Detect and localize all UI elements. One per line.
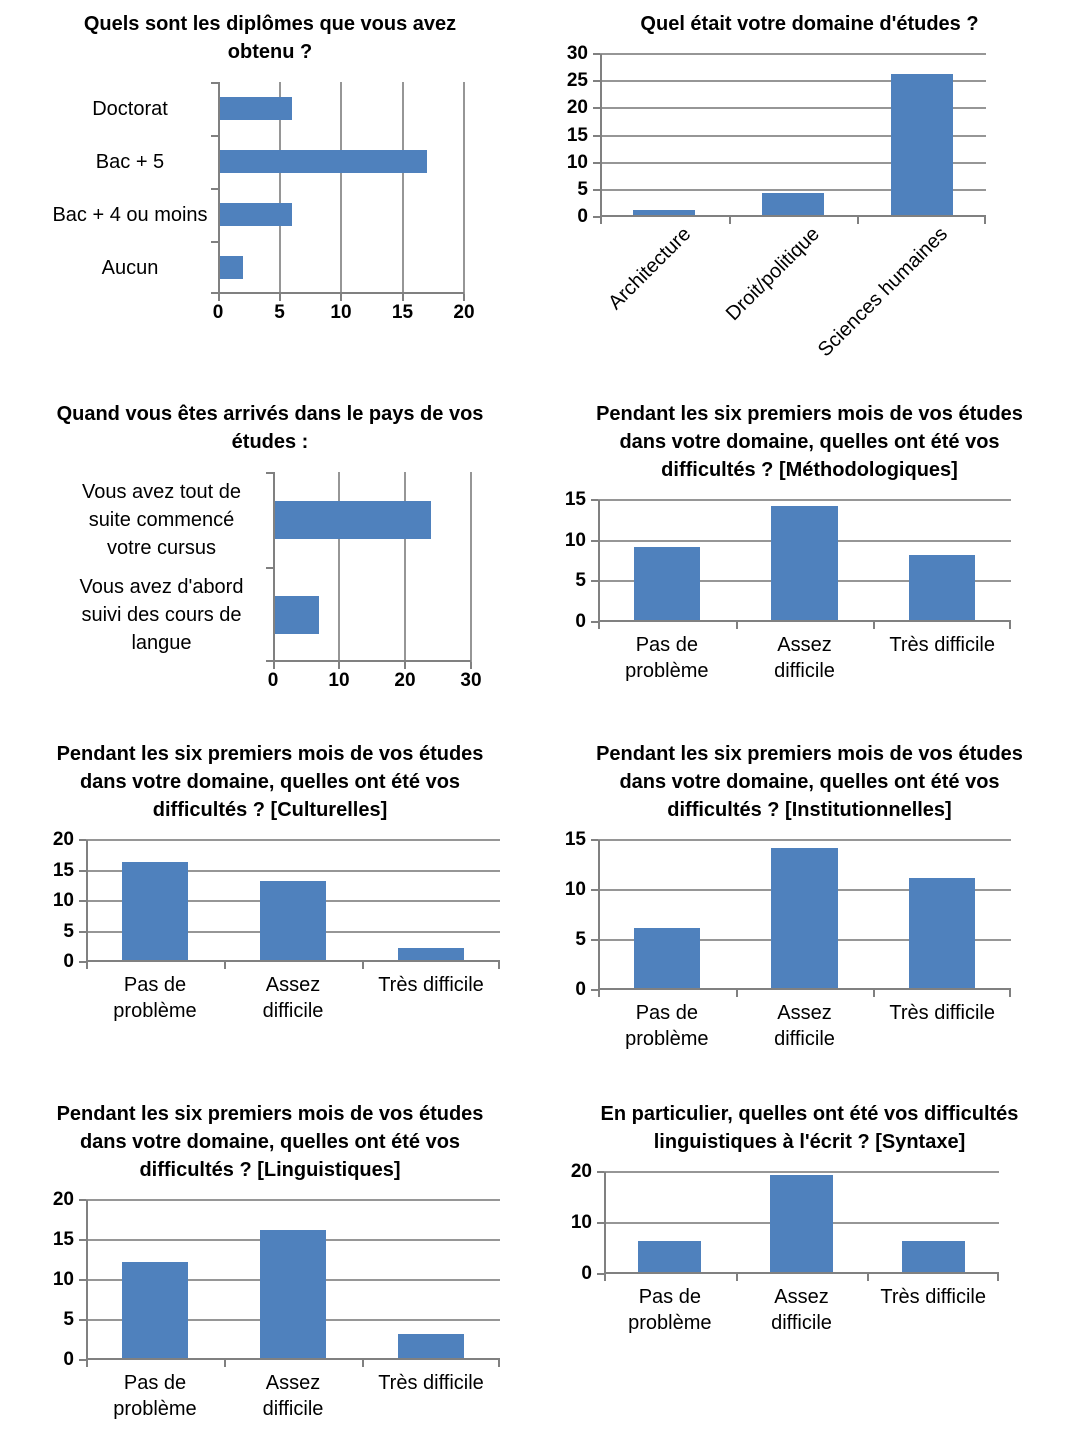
tick-label: 15 <box>566 124 588 146</box>
bar <box>770 1175 833 1272</box>
tick-mark <box>1009 622 1011 629</box>
category-label: Assez difficile <box>771 1286 832 1334</box>
tick-mark <box>266 472 273 474</box>
category-label: Assez difficile <box>262 974 324 1022</box>
tick-mark <box>224 962 226 969</box>
category-label-slot <box>86 972 224 1024</box>
tick-mark <box>79 1279 86 1281</box>
tick-mark <box>86 1360 88 1367</box>
category-label: Très difficile <box>889 1002 995 1024</box>
chart-cell-arrivee-pays-etudes <box>0 390 540 730</box>
tick-mark <box>470 662 472 669</box>
value-axis-labels <box>16 1189 86 1370</box>
bar <box>220 256 243 278</box>
chart-row <box>50 472 540 696</box>
chart-plot <box>554 489 1079 684</box>
tick-label: 0 <box>575 611 586 632</box>
tick-mark <box>86 962 88 969</box>
category-label: Très difficile <box>889 634 995 656</box>
tick-mark <box>362 962 364 969</box>
category-label: Vous avez d'abord suivi des cours de langue <box>79 575 244 654</box>
tick-mark <box>498 1360 500 1367</box>
plot-column <box>212 82 475 328</box>
tick-mark <box>402 294 404 301</box>
category-label: Très difficile <box>378 1372 484 1394</box>
tick-label: 0 <box>575 979 586 1000</box>
tick-mark <box>591 839 598 841</box>
chart-title: Quel était votre domaine d'études ? <box>640 13 979 35</box>
y-axis-line <box>86 840 88 962</box>
y-axis-line <box>600 54 602 217</box>
category-label: Assez difficile <box>774 1002 835 1050</box>
tick-mark <box>273 662 275 669</box>
x-axis-line <box>604 1272 999 1274</box>
tick-mark <box>1009 990 1011 997</box>
tick-mark <box>591 621 598 623</box>
plot-area <box>604 1172 999 1274</box>
category-label-slot <box>42 82 218 135</box>
category-label-slot <box>736 1284 868 1336</box>
chart-plot <box>16 829 540 1024</box>
y-axis-line <box>598 840 600 990</box>
tick-label: 20 <box>453 302 475 323</box>
tick-label: 5 <box>274 302 285 323</box>
tick-mark <box>591 889 598 891</box>
tick-mark <box>211 82 218 84</box>
category-label: Bac + 4 ou moins <box>52 203 208 226</box>
plot-area <box>218 82 464 294</box>
tick-mark <box>338 662 340 669</box>
chart-row <box>560 1161 1079 1284</box>
x-axis-line <box>273 660 471 662</box>
chart-title: En particulier, quelles ont été vos difficultés linguistiques à l'écrit ? [Syntaxe] <box>600 1103 1019 1153</box>
tick-label: 5 <box>63 920 74 942</box>
chart-title: Quels sont les diplômes que vous avez obtenu ? <box>83 13 457 63</box>
tick-label: 0 <box>63 951 74 972</box>
value-axis-labels <box>554 829 598 1000</box>
plot-area <box>86 1200 500 1360</box>
chart-row <box>554 489 1079 632</box>
tick-mark <box>79 1199 86 1201</box>
tick-mark <box>593 107 600 109</box>
tick-mark <box>79 961 86 963</box>
tick-label: 30 <box>460 670 482 691</box>
tick-mark <box>591 580 598 582</box>
tick-label: 5 <box>577 178 588 200</box>
gridline <box>600 53 986 55</box>
category-label-slot <box>598 632 736 684</box>
tick-mark <box>867 1274 869 1281</box>
tick-mark <box>218 294 220 301</box>
x-axis-line <box>598 988 1011 990</box>
tick-mark <box>593 162 600 164</box>
plot-column <box>267 472 482 696</box>
bar <box>220 150 427 172</box>
tick-label: 15 <box>52 859 74 881</box>
tick-mark <box>79 870 86 872</box>
category-label: Bac + 5 <box>95 150 165 173</box>
category-label: Assez difficile <box>262 1372 324 1420</box>
chart-title: Pendant les six premiers mois de vos études dans votre domaine, quelles ont été vos difficultés ? [Méthodologiques] <box>596 403 1023 481</box>
tick-mark <box>266 567 273 569</box>
chart-plot <box>556 43 1079 375</box>
tick-label: 15 <box>52 1229 74 1250</box>
tick-label: 25 <box>566 70 588 92</box>
category-label: Vous avez tout de suite commencé votre cursus <box>81 480 241 559</box>
category-label: Droit/politique <box>721 223 824 326</box>
category-label: Assez difficile <box>774 634 835 682</box>
tick-mark <box>266 660 273 662</box>
bar <box>275 596 319 634</box>
category-label-slot <box>362 972 500 1024</box>
value-axis-labels <box>267 670 482 696</box>
tick-label: 10 <box>564 529 586 551</box>
tick-mark <box>604 1274 606 1281</box>
chart-row <box>42 82 540 328</box>
tick-label: 0 <box>581 1263 592 1284</box>
bar <box>634 547 700 620</box>
tick-mark <box>591 989 598 991</box>
chart-row <box>16 829 540 972</box>
tick-mark <box>79 1359 86 1361</box>
y-axis-line <box>604 1172 606 1274</box>
gridline <box>604 1171 999 1173</box>
category-label: Pas de problème <box>625 1002 709 1050</box>
bar <box>634 928 700 988</box>
category-label-slot <box>42 241 218 294</box>
tick-mark <box>593 53 600 55</box>
tick-label: 10 <box>328 670 350 691</box>
tick-mark <box>736 622 738 629</box>
gridline <box>86 839 500 841</box>
tick-mark <box>224 1360 226 1367</box>
plot-area <box>273 472 471 662</box>
tick-mark <box>597 1171 604 1173</box>
tick-mark <box>593 80 600 82</box>
chart-cell-domaine-etudes <box>540 0 1079 390</box>
tick-label: 0 <box>63 1349 74 1370</box>
chart-plot <box>50 472 540 696</box>
gridline <box>463 82 465 294</box>
tick-mark <box>591 499 598 501</box>
tick-mark <box>873 622 875 629</box>
x-axis-line <box>86 960 500 962</box>
category-axis-labels <box>86 1370 500 1422</box>
x-axis-line <box>218 292 464 294</box>
tick-label: 30 <box>566 43 588 64</box>
bar <box>260 881 326 960</box>
chart-cell-difficultes-culturelles <box>0 730 540 1090</box>
bar <box>275 501 431 539</box>
value-axis-labels <box>554 489 598 632</box>
category-label: Aucun <box>101 256 159 279</box>
tick-mark <box>591 939 598 941</box>
tick-mark <box>79 1319 86 1321</box>
bar <box>122 862 188 960</box>
chart-row <box>16 1189 540 1370</box>
value-axis-labels <box>212 302 475 328</box>
tick-mark <box>404 662 406 669</box>
tick-label: 20 <box>52 1189 74 1210</box>
gridline <box>86 1199 500 1201</box>
category-label-slot <box>873 1000 1011 1052</box>
tick-label: 10 <box>564 879 586 900</box>
category-label: Doctorat <box>92 97 168 120</box>
category-label-slot <box>362 1370 500 1422</box>
bar <box>398 1334 464 1358</box>
tick-mark <box>79 931 86 933</box>
category-label-slot <box>224 972 362 1024</box>
tick-label: 20 <box>570 1161 592 1182</box>
bar <box>909 555 975 620</box>
chart-cell-difficultes-institutionnelles <box>540 730 1079 1090</box>
tick-label: 15 <box>564 829 586 850</box>
category-label: Très difficile <box>378 974 484 996</box>
plot-area <box>598 840 1011 990</box>
chart-plot <box>42 82 540 328</box>
bar <box>398 948 464 960</box>
tick-mark <box>597 1273 604 1275</box>
category-axis-labels <box>598 1000 1011 1052</box>
bar <box>891 74 953 215</box>
category-axis-labels <box>600 217 986 375</box>
tick-mark <box>597 1222 604 1224</box>
bar <box>771 848 837 988</box>
plot-area <box>600 54 986 217</box>
y-axis-line <box>598 500 600 622</box>
tick-mark <box>593 189 600 191</box>
tick-label: 15 <box>391 302 414 323</box>
chart-cell-difficultes-linguistiques <box>0 1090 540 1451</box>
tick-mark <box>211 292 218 294</box>
chart-plot <box>16 1189 540 1422</box>
category-axis-labels <box>604 1284 999 1336</box>
category-label-slot <box>873 632 1011 684</box>
bar <box>260 1230 326 1358</box>
tick-mark <box>498 962 500 969</box>
category-label: Pas de problème <box>113 974 197 1022</box>
tick-label: 20 <box>52 829 74 850</box>
value-axis-labels <box>16 829 86 972</box>
category-axis-labels <box>50 472 273 662</box>
category-label-slot <box>86 1370 224 1422</box>
category-axis-labels <box>42 82 218 294</box>
category-label-slot <box>604 1284 736 1336</box>
chart-title: Pendant les six premiers mois de vos études dans votre domaine, quelles ont été vos difficultés ? [Institutionnelles] <box>596 743 1023 821</box>
gridline <box>402 82 404 294</box>
chart-plot <box>560 1161 1079 1336</box>
tick-label: 20 <box>566 97 588 119</box>
bar <box>122 1262 188 1358</box>
tick-label: 10 <box>566 151 588 173</box>
tick-mark <box>79 1239 86 1241</box>
category-label-slot <box>736 1000 874 1052</box>
category-label-slot <box>50 472 273 567</box>
tick-mark <box>279 294 281 301</box>
tick-label: 10 <box>52 1269 74 1290</box>
chart-cell-difficultes-ecrit-syntaxe <box>540 1090 1079 1451</box>
tick-label: 5 <box>63 1309 74 1330</box>
tick-label: 5 <box>575 929 586 950</box>
tick-mark <box>211 135 218 137</box>
bar <box>220 203 292 225</box>
bar <box>762 193 824 215</box>
tick-mark <box>997 1274 999 1281</box>
bar <box>638 1241 701 1272</box>
category-label-slot <box>736 632 874 684</box>
chart-cell-diplomes-obtenus <box>0 0 540 390</box>
chart-row <box>554 829 1079 1000</box>
bar <box>633 210 695 215</box>
category-label-slot <box>42 188 218 241</box>
category-label: Sciences humaines <box>814 223 953 362</box>
tick-mark <box>598 622 600 629</box>
category-label: Architecture <box>603 223 695 315</box>
plot-area <box>86 840 500 962</box>
y-axis-line <box>86 1200 88 1360</box>
tick-mark <box>593 216 600 218</box>
tick-mark <box>736 990 738 997</box>
gridline <box>470 472 472 662</box>
tick-label: 10 <box>330 302 352 323</box>
tick-mark <box>211 241 218 243</box>
tick-label: 20 <box>394 670 416 691</box>
bar <box>771 506 837 620</box>
tick-mark <box>463 294 465 301</box>
gridline <box>598 499 1011 501</box>
tick-label: 5 <box>575 570 586 592</box>
tick-mark <box>873 990 875 997</box>
category-label-slot <box>598 1000 736 1052</box>
tick-mark <box>362 1360 364 1367</box>
category-label: Très difficile <box>880 1286 986 1308</box>
chart-row <box>556 43 1079 227</box>
bar <box>909 878 975 988</box>
category-label-slot <box>50 567 273 662</box>
tick-label: 0 <box>577 206 588 227</box>
tick-label: 0 <box>212 302 224 323</box>
tick-mark <box>736 1274 738 1281</box>
bar <box>902 1241 965 1272</box>
tick-label: 0 <box>267 670 279 691</box>
gridline <box>598 839 1011 841</box>
tick-mark <box>598 990 600 997</box>
chart-title: Pendant les six premiers mois de vos études dans votre domaine, quelles ont été vos difficultés ? [Linguistiques] <box>56 1103 484 1181</box>
plot-area <box>598 500 1011 622</box>
chart-title: Quand vous êtes arrivés dans le pays de vos études : <box>56 403 484 453</box>
chart-plot <box>554 829 1079 1052</box>
category-label: Pas de problème <box>113 1372 197 1420</box>
tick-label: 15 <box>564 489 586 510</box>
chart-title: Pendant les six premiers mois de vos études dans votre domaine, quelles ont été vos difficultés ? [Culturelles] <box>56 743 484 821</box>
tick-mark <box>79 900 86 902</box>
tick-mark <box>211 188 218 190</box>
category-label: Pas de problème <box>628 1286 712 1334</box>
tick-mark <box>591 540 598 542</box>
tick-label: 10 <box>52 890 74 911</box>
category-label: Pas de problème <box>625 634 709 682</box>
tick-mark <box>340 294 342 301</box>
category-label-slot <box>224 1370 362 1422</box>
bar <box>220 97 292 119</box>
tick-mark <box>593 135 600 137</box>
category-label-slot <box>42 135 218 188</box>
x-axis-line <box>598 620 1011 622</box>
tick-mark <box>79 839 86 841</box>
category-axis-labels <box>86 972 500 1024</box>
category-axis-labels <box>598 632 1011 684</box>
tick-label: 10 <box>570 1212 592 1233</box>
chart-cell-difficultes-methodologiques <box>540 390 1079 730</box>
gridline <box>340 82 342 294</box>
category-label-slot <box>867 1284 999 1336</box>
x-axis-line <box>86 1358 500 1360</box>
